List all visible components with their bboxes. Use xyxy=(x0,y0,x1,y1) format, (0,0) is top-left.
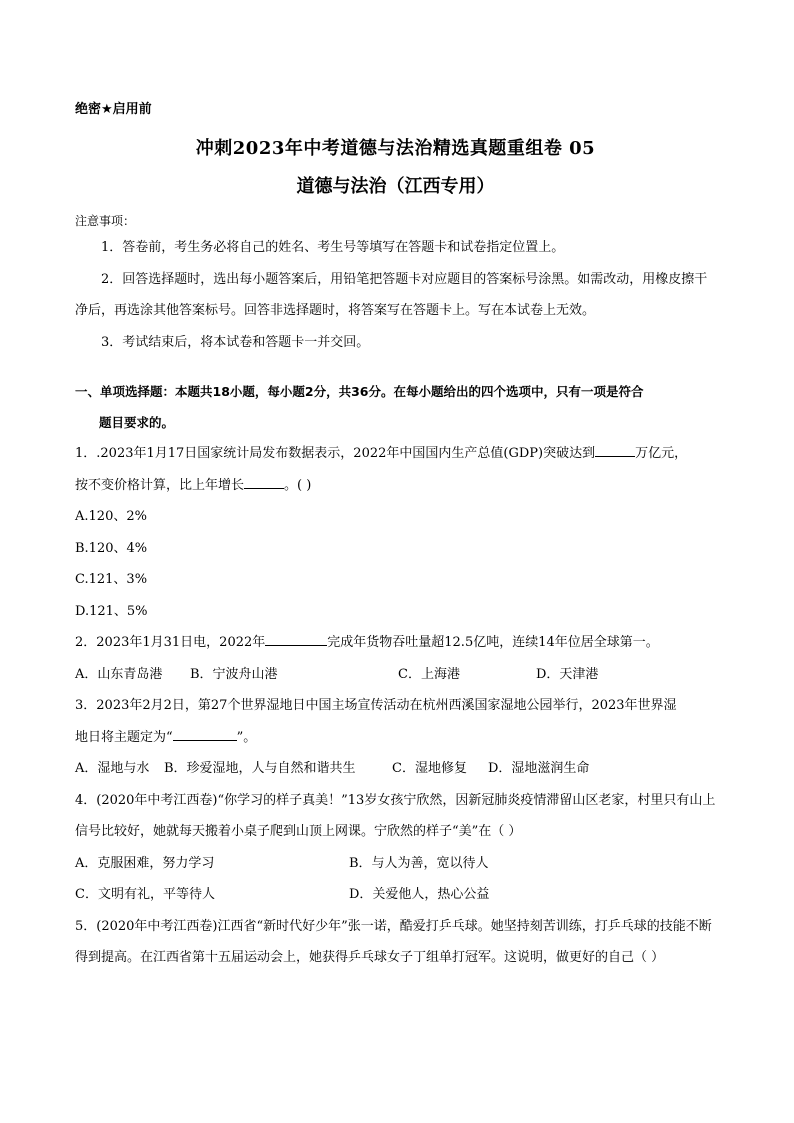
question-3-text-a: 地日将主题定为“ xyxy=(75,729,173,745)
question-4-options-row2 xyxy=(75,879,716,911)
question-3-option-a: A．湿地与水 xyxy=(75,761,150,776)
question-1-text-c: 按不变价格计算，比上年增长 xyxy=(75,477,245,493)
section-heading-line1: 一、单项选择题：本题共18小题，每小题2分，共36分。在每小题给出的四个选项中，只有一项是符合 xyxy=(75,384,644,399)
question-4-option-c: C．文明有礼，平等待人 xyxy=(75,887,215,902)
question-3-options xyxy=(75,753,716,785)
question-1-stem xyxy=(75,438,716,470)
question-1-option-c: C.121、3% xyxy=(75,572,148,587)
question-1-text-b: 万亿元， xyxy=(635,446,688,461)
answer-blank xyxy=(244,474,284,489)
question-2-options xyxy=(75,659,716,691)
question-4-option-d: D．关爱他人，热心公益 xyxy=(349,887,490,902)
answer-blank xyxy=(173,726,237,741)
notice-item-3: 3．考试结束后，将本试卷和答题卡一并交回。 xyxy=(101,334,370,350)
question-2-text-a: 2．2023年1月31日电，2022年 xyxy=(75,635,266,650)
question-3-option-b: B．珍爱湿地，人与自然和谐共生 xyxy=(164,761,356,776)
notice-item-2: 2．回答选择题时，选出每小题答案后，用铅笔把答题卡对应题目的答案标号涂黑。如需改动，用橡皮擦干净后，再选涂其他答案标号。回答非选择题时，将答案写在答题卡上。写在本试卷上无效。 xyxy=(75,271,708,318)
question-2-option-d: D．天津港 xyxy=(536,666,599,682)
question-4-stem: 4．(2020年中考江西卷)“你学习的样子真美！”13岁女孩宁欣然，因新冠肺炎疫情滞留山区老家，村里只有山上信号比较好，她就每天搬着小桌子爬到山顶上网课。宁欣然的样子“美”在（ ） xyxy=(75,792,716,839)
question-1-text-a: 1．.2023年1月17日国家统计局发布数据表示，2022年中国国内生产总值(GDP)突破达到 xyxy=(75,446,596,461)
page-title: 冲刺2023年中考道德与法治精选真题重组卷 05 xyxy=(195,138,596,159)
question-4-options-row1 xyxy=(75,848,716,880)
question-3-text-b: ”。 xyxy=(236,729,257,745)
question-3-option-d: D．湿地滋润生命 xyxy=(488,761,590,776)
question-1-option-d: D.121、5% xyxy=(75,603,148,619)
question-4-option-a: A．克服困难，努力学习 xyxy=(75,855,215,871)
notice-heading: 注意事项： xyxy=(75,214,136,228)
question-2-option-c: C．上海港 xyxy=(398,666,460,682)
question-2-option-b: B．宁波舟山港 xyxy=(190,666,278,682)
question-1-option-b: B.120、4% xyxy=(75,540,148,556)
question-2-stem xyxy=(75,627,716,659)
question-5-stem: 5．(2020年中考江西卷)江西省“新时代好少年”张一诺，酷爱打乒乓球。她坚持刻苦训练，打乒乓球的技能不断得到提高。在江西省第十五届运动会上，她获得乒乓球女子丁组单打冠军。这说明，做更好的自己（ ） xyxy=(75,918,712,965)
answer-blank xyxy=(595,442,635,457)
question-3-option-c: C．湿地修复 xyxy=(392,761,467,776)
page-subtitle: 道德与法治（江西专用） xyxy=(296,176,495,197)
secret-label: 绝密★启用前 xyxy=(75,102,152,117)
question-3-stem: 3．2023年2月2日，第27个世界湿地日中国主场宣传活动在杭州西溪国家湿地公园举行，2023年世界湿 xyxy=(75,698,677,713)
section-heading-line2: 题目要求的。 xyxy=(99,415,175,430)
question-1-text-d: 。( ) xyxy=(284,477,312,493)
answer-blank xyxy=(265,631,327,646)
question-2-text-b: 完成年货物吞吐量超12.5亿吨，连续14年位居全球第一。 xyxy=(327,635,659,650)
question-3-stem-cont xyxy=(75,722,716,754)
notice-item-1: 1．答卷前，考生务必将自己的姓名、考生号等填写在答题卡和试卷指定位置上。 xyxy=(101,240,565,255)
question-1-option-a: A.120、2% xyxy=(75,509,147,524)
question-1-stem-cont xyxy=(75,470,716,502)
question-4-option-b: B．与人为善，宽以待人 xyxy=(349,855,489,871)
section-heading xyxy=(75,376,716,438)
question-2-option-a: A．山东青岛港 xyxy=(75,666,163,682)
